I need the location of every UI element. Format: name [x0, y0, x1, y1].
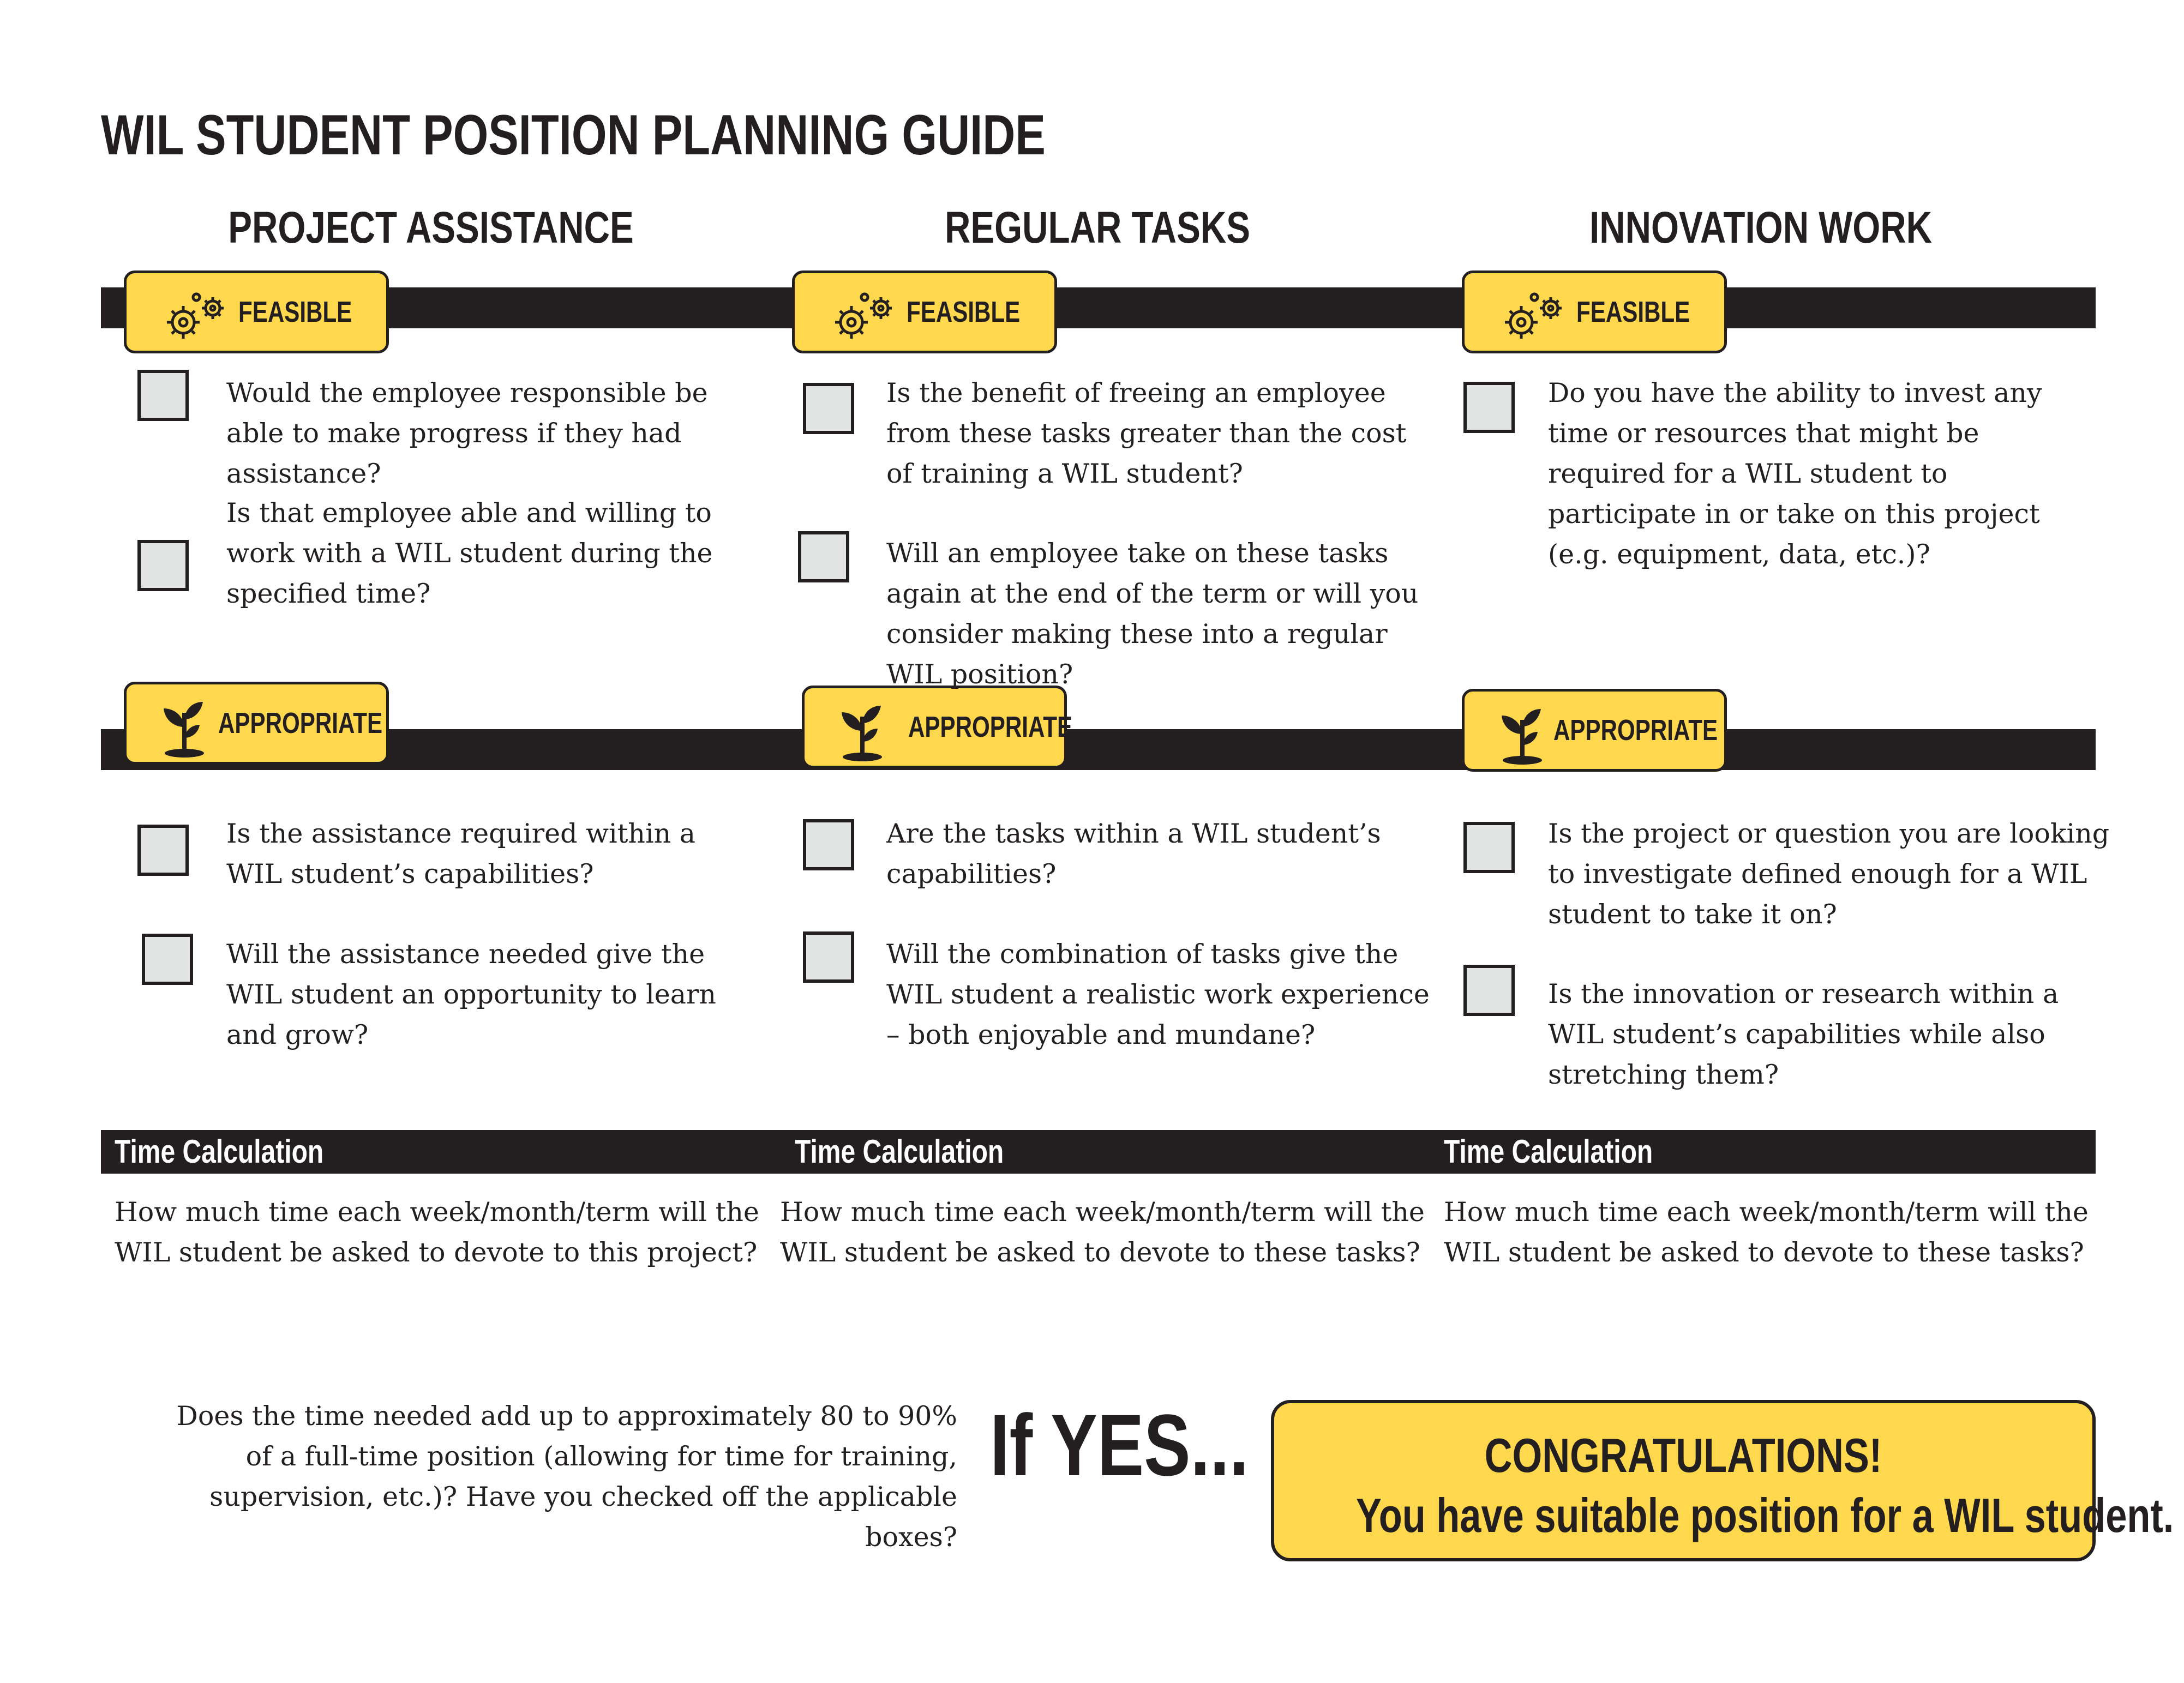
checkbox-feasible-1-1[interactable]: [137, 370, 189, 421]
checkbox-appropriate-2-2[interactable]: [803, 931, 854, 983]
column-heading-regular-tasks: REGULAR TASKS: [944, 203, 1251, 253]
sprout-icon: [1495, 701, 1550, 765]
appropriate-label: APPROPRIATE: [218, 707, 383, 740]
checkbox-appropriate-1-2[interactable]: [142, 934, 193, 985]
question-text: Will the assistance needed give the WIL student an opportunity to learn and grow?: [226, 939, 716, 1050]
time-calculation-label: Time Calculation: [115, 1133, 324, 1170]
question-text: Would the employee responsible be able to make progress if they had assistance?: [226, 377, 708, 489]
sprout-icon: [835, 698, 890, 761]
feasible-badge-1: [124, 271, 389, 353]
appropriate-label: APPROPRIATE: [1553, 714, 1718, 747]
question-text: Is the project or question you are looking to investigate defined enough for a WIL student to take it on?: [1548, 818, 2110, 930]
appropriate-bar: [101, 729, 2096, 770]
gears-icon: [1495, 288, 1577, 343]
question-text: Will the combination of tasks give the WIL student a realistic work experience – both enjoyable and mundane?: [886, 939, 1430, 1050]
if-yes-text: If YES...: [990, 1396, 1249, 1494]
congratulations-box: [1271, 1400, 2174, 1561]
appropriate-badge-1: [124, 682, 389, 765]
gears-icon: [825, 288, 907, 343]
appropriate-badge-2: [802, 686, 1073, 768]
column-heading-project-assistance: PROJECT ASSISTANCE: [228, 203, 634, 253]
feasible-label: FEASIBLE: [1576, 296, 1690, 328]
checkbox-feasible-1-2[interactable]: [137, 540, 189, 591]
question-text: Will an employee take on these tasks again at the end of the term or will you consider making these into a regular WIL position?: [886, 538, 1419, 690]
checkbox-appropriate-1-1[interactable]: [137, 825, 189, 876]
feasible-label: FEASIBLE: [907, 296, 1021, 328]
congratulations-message: You have suitable position for a WIL student.: [1356, 1488, 2174, 1542]
appropriate-badge-3: [1462, 689, 1727, 772]
feasible-bar: [101, 287, 2096, 328]
time-calculation-bar: [101, 1130, 2096, 1174]
question-text: Is the benefit of freeing an employee from these tasks greater than the cost of training a WIL student?: [886, 377, 1407, 489]
question-text: Do you have the ability to invest any time or resources that might be required for a WIL student to participate in or take on this project (e.g. equipment, data, etc.)?: [1548, 377, 2042, 570]
time-question: How much time each week/month/term will the WIL student be asked to devote to this project?: [115, 1197, 759, 1268]
question-text: Are the tasks within a WIL student’s capabilities?: [886, 818, 1381, 889]
checkbox-feasible-2-1[interactable]: [803, 383, 854, 434]
time-question: How much time each week/month/term will the WIL student be asked to devote to these tasks?: [1444, 1197, 2089, 1268]
column-heading-innovation-work: INNOVATION WORK: [1589, 203, 1932, 253]
feasible-badge-2: [792, 271, 1057, 353]
page-title: WIL STUDENT POSITION PLANNING GUIDE: [101, 104, 1046, 167]
checkbox-feasible-2-2[interactable]: [798, 531, 849, 582]
time-calculation-label: Time Calculation: [1444, 1133, 1653, 1170]
question-text: Is that employee able and willing to work with a WIL student during the specified time?: [226, 497, 713, 609]
footer-question: Does the time needed add up to approximately 80 to 90% of a full-time position (allowing for time for training, supervision, etc.)? Have you checked off the applicable boxes?: [176, 1401, 957, 1553]
time-question: How much time each week/month/term will the WIL student be asked to devote to these tasks?: [780, 1197, 1425, 1268]
gears-icon: [157, 288, 239, 343]
checkbox-appropriate-2-1[interactable]: [803, 819, 854, 870]
time-calculation-label: Time Calculation: [795, 1133, 1004, 1170]
congratulations-title: CONGRATULATIONS!: [1484, 1428, 1882, 1482]
checkbox-feasible-3-1[interactable]: [1463, 382, 1515, 433]
appropriate-label: APPROPRIATE: [908, 711, 1073, 743]
question-text: Is the innovation or research within a WIL student’s capabilities while also stretching them?: [1548, 978, 2059, 1090]
sprout-icon: [157, 694, 212, 758]
feasible-label: FEASIBLE: [238, 296, 352, 328]
checkbox-appropriate-3-1[interactable]: [1463, 822, 1515, 873]
feasible-badge-3: [1462, 271, 1727, 353]
checkbox-appropriate-3-2[interactable]: [1463, 965, 1515, 1016]
question-text: Is the assistance required within a WIL student’s capabilities?: [226, 818, 695, 889]
